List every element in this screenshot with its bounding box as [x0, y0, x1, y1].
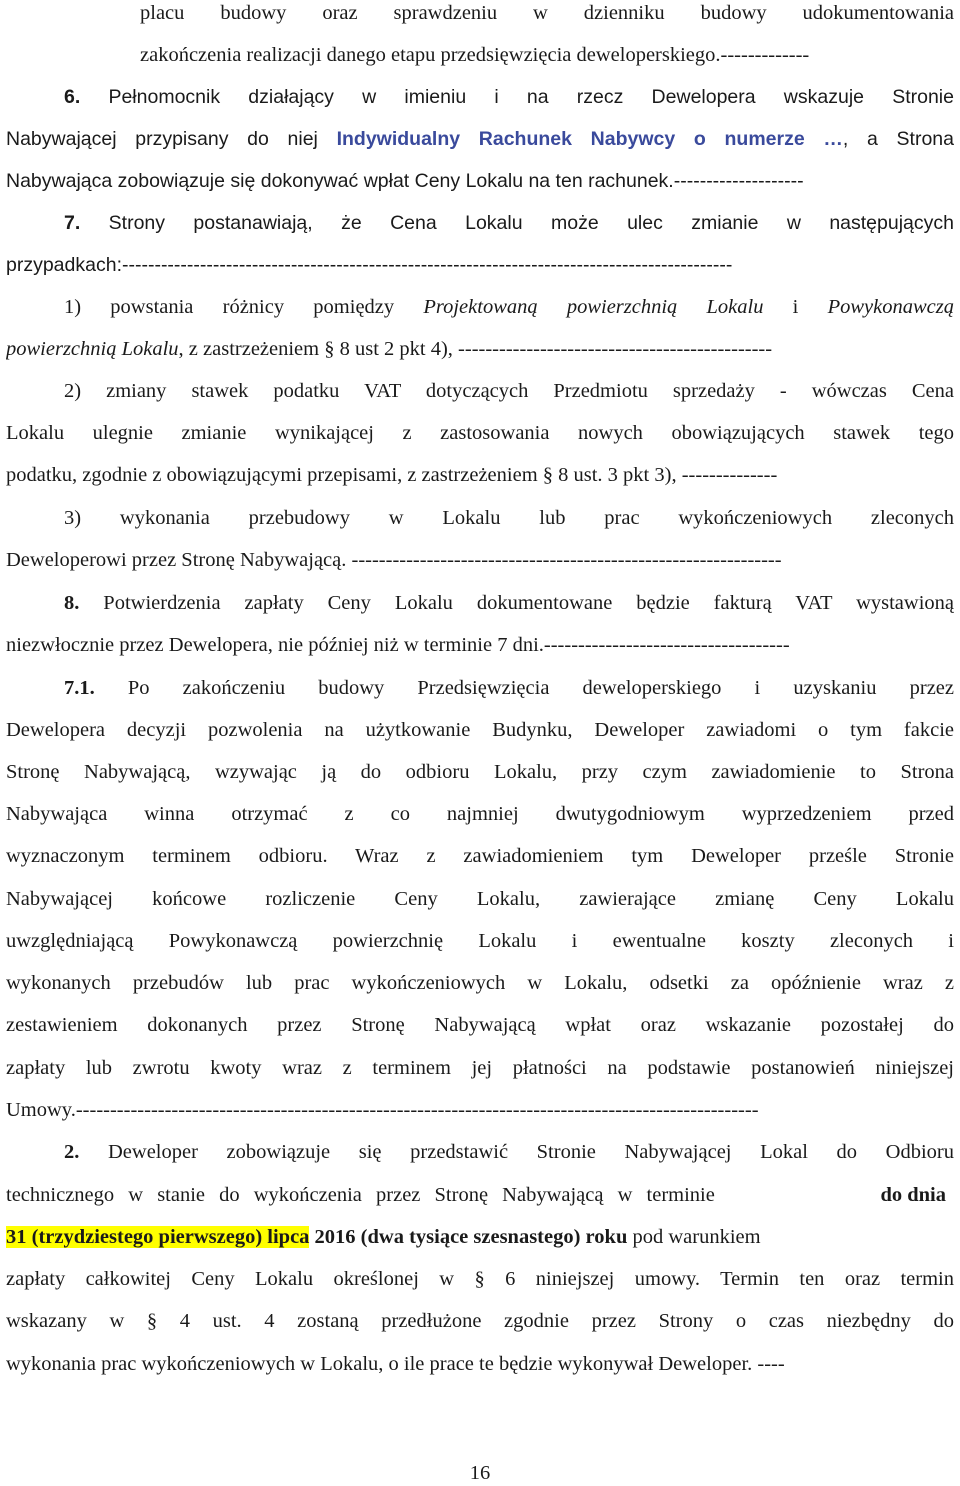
- text-line: [64, 505, 954, 531]
- text-span: Nabywającej przypisany do niej: [6, 128, 337, 150]
- point-number: 7.: [64, 212, 81, 234]
- text-line: [6, 970, 954, 996]
- point-number: 6.: [64, 86, 81, 108]
- text-line: [6, 1266, 954, 1292]
- point-8-line: [64, 590, 954, 616]
- text-span: zestawieniem dokonanych przez Stronę Nabywającą wpłat oraz wskazanie pozostałej do: [6, 1014, 954, 1036]
- text-span: Stronę Nabywającą, wzywając ją do odbioru Lokalu, przy czym zawiadomienie to Strona: [6, 761, 954, 783]
- text-span: Lokalu ulegnie zmianie wynikającej z zastosowania nowych obowiązujących stawek tego: [6, 422, 954, 444]
- text-line: [6, 547, 954, 573]
- text-span: pod warunkiem: [627, 1226, 761, 1248]
- text-span: Potwierdzenia zapłaty Ceny Lokalu dokumentowane będzie fakturą VAT wystawioną: [79, 592, 954, 614]
- text-span: technicznego w stanie do wykończenia przez Stronę Nabywającą w terminie: [6, 1184, 715, 1206]
- text-span: wykonanych przebudów lub prac wykończeniowych w Lokalu, odsetki za opóźnienie wraz z: [6, 972, 954, 994]
- text-span: przypadkach:----------------------------------------------------------------------------------------------: [6, 254, 733, 276]
- text-span: podatku, zgodnie z obowiązującymi przepisami, z zastrzeżeniem § 8 ust. 3 pkt 3), --------------: [6, 464, 778, 486]
- text-line: [64, 294, 954, 320]
- text-line: [6, 420, 954, 446]
- text-line: [6, 168, 954, 194]
- text-span: Dewelopera decyzji pozwolenia na użytkowanie Budynku, Deweloper zawiadomi o tym fakcie: [6, 719, 954, 741]
- point-number: 8.: [64, 592, 80, 614]
- text-span: Deweloper zobowiązuje się przedstawić Stronie Nabywającej Lokal do Odbioru: [79, 1141, 954, 1163]
- text-line: [140, 42, 954, 68]
- text-line: [6, 717, 954, 743]
- text-line: [6, 252, 954, 278]
- text-span: zapłaty lub zwrotu kwoty wraz z terminem jej płatności na podstawie postanowień niniejszej: [6, 1057, 954, 1079]
- text-span: 2) zmiany stawek podatku VAT dotyczących Przedmiotu sprzedaży - wówczas Cena: [64, 380, 954, 402]
- text-span: Umowy.----------------------------------------------------------------------------------------------------: [6, 1099, 759, 1121]
- deadline-text: do dnia: [880, 1184, 946, 1206]
- text-line: [6, 1097, 954, 1123]
- text-line: [6, 1055, 954, 1081]
- text-line: [140, 0, 954, 26]
- highlighted-date: 31 (trzydziestego pierwszego) lipca: [6, 1226, 310, 1248]
- text-span: placu budowy oraz sprawdzeniu w dzienniku budowy udokumentowania: [140, 2, 954, 24]
- text-span: Deweloperowi przez Stronę Nabywającą. ---------------------------------------------------------------: [6, 549, 782, 571]
- text-line: [6, 1182, 946, 1208]
- text-span: uwzględniającą Powykonawczą powierzchnię Lokalu i ewentualne koszty zleconych i: [6, 930, 954, 952]
- text-span: wskazany w § 4 ust. 4 zostaną przedłużone zgodnie przez Strony o czas niezbędny do: [6, 1310, 954, 1332]
- text-line: [6, 928, 954, 954]
- text-line: [6, 336, 954, 362]
- point-7-line: [64, 210, 954, 236]
- point-7-1-line: [64, 675, 954, 701]
- text-span: wykonania prac wykończeniowych w Lokalu, o ile prace te będzie wykonywał Deweloper. ----: [6, 1353, 785, 1375]
- text-line: [6, 632, 954, 658]
- italic-term: Powykonawczą: [827, 296, 954, 318]
- text-span: 3) wykonania przebudowy w Lokalu lub prac wykończeniowych zleconych: [64, 507, 954, 529]
- text-span: , z zastrzeżeniem § 8 ust 2 pkt 4), ----------------------------------------------: [178, 338, 773, 360]
- text-span: niezwłocznie przez Dewelopera, nie później niż w terminie 7 dni.------------------------------------: [6, 634, 790, 656]
- text-span: Po zakończeniu budowy Przedsięwzięcia deweloperskiego i uzyskaniu przez: [94, 677, 954, 699]
- text-span: i: [763, 296, 828, 318]
- text-line: [6, 886, 954, 912]
- text-line: [6, 759, 954, 785]
- text-line: [6, 1351, 954, 1377]
- text-line: [6, 126, 954, 152]
- text-span: zakończenia realizacji danego etapu przedsięwzięcia deweloperskiego.-------------: [140, 44, 810, 66]
- text-line: [6, 843, 954, 869]
- text-line: [6, 801, 954, 827]
- text-span: Nabywającej końcowe rozliczenie Ceny Lokalu, zawierające zmianę Ceny Lokalu: [6, 888, 954, 910]
- account-label: Indywidualny Rachunek Nabywcy o numerze …: [336, 128, 843, 150]
- text-span: zapłaty całkowitej Ceny Lokalu określonej w § 6 niniejszej umowy. Termin ten oraz termin: [6, 1268, 954, 1290]
- text-span: Nabywająca zobowiązuje się dokonywać wpłat Ceny Lokalu na ten rachunek.--------------------: [6, 170, 804, 192]
- text-span: Nabywająca winna otrzymać z co najmniej dwutygodniowym wyprzedzeniem przed: [6, 803, 954, 825]
- italic-term: Projektowaną powierzchnią Lokalu: [423, 296, 764, 318]
- deadline-year: 2016 (dwa tysiące szesnastego) roku: [309, 1226, 628, 1248]
- point-number: 7.1.: [64, 677, 95, 699]
- text-span: Pełnomocnik działający w imieniu i na rzecz Dewelopera wskazuje Stronie: [80, 86, 954, 108]
- text-span: 1) powstania różnicy pomiędzy: [64, 296, 424, 318]
- point-6-line: [64, 84, 954, 110]
- text-line: [6, 462, 954, 488]
- deadline-line: [6, 1224, 954, 1250]
- text-span: wyznaczonym terminem odbioru. Wraz z zawiadomieniem tym Deweloper prześle Stronie: [6, 845, 954, 867]
- point-2-line: [64, 1139, 954, 1165]
- italic-term: powierzchnią Lokalu: [6, 338, 179, 360]
- page-number: 16: [469, 1462, 491, 1484]
- text-line: [64, 378, 954, 404]
- text-line: [6, 1308, 954, 1334]
- text-span: , a Strona: [842, 128, 954, 150]
- point-number: 2.: [64, 1141, 80, 1163]
- text-line: [6, 1012, 954, 1038]
- text-span: Strony postanawiają, że Cena Lokalu może ulec zmianie w następujących: [80, 212, 954, 234]
